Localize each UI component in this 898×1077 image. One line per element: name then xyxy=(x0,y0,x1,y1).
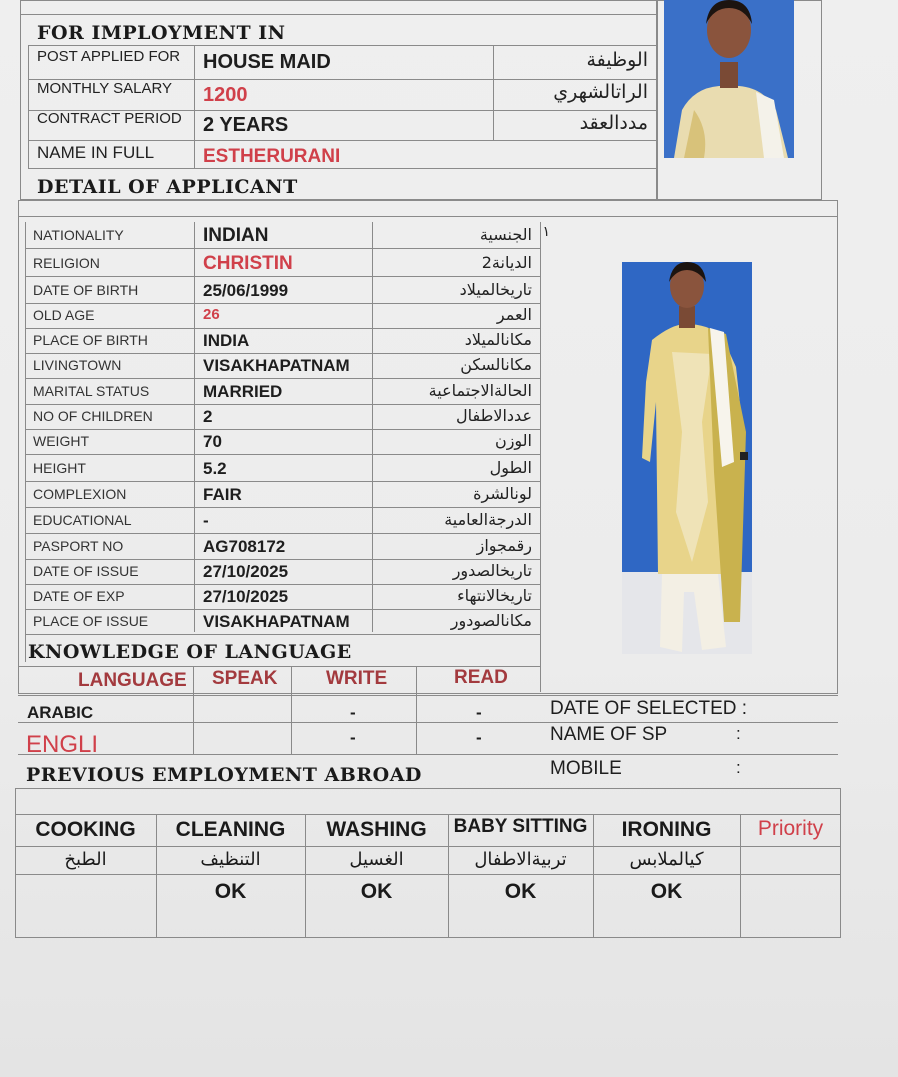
detail-arabic: مكانالسكن xyxy=(460,355,532,374)
detail-label: PASPORT NO xyxy=(33,538,124,554)
date-selected-label: DATE OF SELECTED : xyxy=(550,698,748,719)
full-body-photo xyxy=(622,262,752,654)
detail-value: 70 xyxy=(203,432,222,451)
detail-label: OLD AGE xyxy=(33,307,95,323)
detail-value: 25/06/1999 xyxy=(203,281,289,300)
detail-label: COMPLEXION xyxy=(33,486,127,502)
detail-arabic: الجنسية xyxy=(479,225,532,244)
detail-value: 27/10/2025 xyxy=(203,587,289,606)
applicant-title: DETAIL OF APPLICANT xyxy=(37,176,298,198)
employment-title: FOR IMPLOYMENT IN xyxy=(37,22,286,44)
detail-value: MARRIED xyxy=(203,382,283,401)
detail-label: DATE OF BIRTH xyxy=(33,282,139,298)
skill-arabic: كيالملابس xyxy=(629,849,704,870)
detail-arabic: الدرجةالعامية xyxy=(444,510,532,529)
read-column-header: READ xyxy=(454,667,508,688)
detail-arabic: عددالاطفال xyxy=(456,406,532,425)
contract-period-value: 2 YEARS xyxy=(203,114,289,136)
detail-arabic: الحالةالاجتماعية xyxy=(428,381,532,400)
english-write: - xyxy=(350,728,356,747)
detail-arabic: لونالشرة xyxy=(473,484,532,503)
skill-value: OK xyxy=(504,880,537,903)
detail-arabic: تاريخالصدور xyxy=(452,561,532,580)
monthly-salary-value: 1200 xyxy=(203,84,248,106)
language-arabic: ARABIC xyxy=(27,703,94,722)
detail-arabic: تاريخالانتهاء xyxy=(457,586,532,605)
skill-name: WASHING xyxy=(326,818,427,841)
monthly-salary-arabic: الراتالشهري xyxy=(553,81,648,103)
detail-label: PLACE OF ISSUE xyxy=(33,613,149,629)
post-applied-arabic: الوظيفة xyxy=(586,49,648,71)
detail-arabic: مكانالميلاد xyxy=(464,330,532,349)
speak-column-header: SPEAK xyxy=(212,668,278,689)
detail-arabic: الطول xyxy=(489,458,532,477)
detail-arabic: الوزن xyxy=(494,431,532,450)
detail-label: NATIONALITY xyxy=(33,227,124,243)
detail-value: - xyxy=(203,511,209,530)
contract-period-arabic: مددالعقد xyxy=(579,112,648,134)
detail-label: WEIGHT xyxy=(33,433,89,449)
skill-arabic: الغسيل xyxy=(349,849,404,870)
detail-arabic: الديانة2 xyxy=(481,253,532,272)
detail-arabic: رقمجواز xyxy=(476,536,532,555)
detail-value: 2 xyxy=(203,407,213,426)
skill-name: CLEANING xyxy=(175,818,286,841)
monthly-salary-label: MONTHLY SALARY xyxy=(37,80,173,97)
contract-period-label: CONTRACT PERIOD xyxy=(37,110,182,127)
arabic-read: - xyxy=(476,703,482,722)
post-applied-label: POST APPLIED FOR xyxy=(37,48,181,65)
detail-value: 27/10/2025 xyxy=(203,562,289,581)
detail-value: INDIA xyxy=(203,331,250,350)
detail-arabic: العمر xyxy=(496,305,532,324)
detail-label: HEIGHT xyxy=(33,460,86,476)
passport-photo xyxy=(664,0,794,158)
skill-name: COOKING xyxy=(35,818,136,841)
detail-value: FAIR xyxy=(203,485,242,504)
detail-label: EDUCATIONAL xyxy=(33,512,132,528)
sponsor-colon: : xyxy=(736,724,741,743)
detail-value: AG708172 xyxy=(203,537,286,556)
detail-arabic: مكانالصودور xyxy=(450,611,532,630)
language-english: ENGLI xyxy=(26,731,99,758)
arabic-write: - xyxy=(350,703,356,722)
detail-label: NO OF CHILDREN xyxy=(33,408,153,424)
detail-label: LIVINGTOWN xyxy=(33,357,122,373)
mobile-colon: : xyxy=(736,758,741,777)
skill-value: OK xyxy=(360,880,393,903)
detail-label: MARITAL STATUS xyxy=(33,383,150,399)
detail-label: DATE OF ISSUE xyxy=(33,563,139,579)
detail-value: VISAKHAPATNAM xyxy=(203,612,350,631)
language-column-header: LANGUAGE xyxy=(78,670,187,691)
document-page: FOR IMPLOYMENT IN POST APPLIED FOR HOUSE MAID الوظيفة MONTHLY SALARY 1200 الراتالشهري CONTRACT PERIOD 2 YEARS مددالعقد NAME IN FULL ESTHERURANI DETAIL OF APPLICANT ١ NATIONALITY INDIAN الجنسية RELIGION CHRISTIN الديانة2 DATE OF BIRTH 25/06/1999 تاريخالميلاد OLD AGE 26 العمر PLACE OF BIRTH INDIA مكانالميلاد LIVINGTOWN VISAKHAPATNAM مكانالسكن MARITAL STATUS MARRIED الحالةالاجتماعية NO OF CHILDREN 2 عددالاطفال WEIGHT 70 الوزن HEIGHT 5.2 الطول COMPLEXION FAIR لونالشرة EDUCATIONAL - الدرجةالعامية PASPORT NO AG708172 رقمجواز DATE OF ISSUE 27/10/2025 تاريخالصدور DATE OF EXP 27/10/2025 تاريخالانتهاء PLACE OF ISSUE VISAKHAPATNAM مكانالصودور KNOWLEDGE OF LANGUAGE LANGUAGE SPEAK WRITE READ ARABIC - - ENGLI - - DATE OF SELECTED : NAME OF SP : MOBILE : PREVIOUS EMPLOYMENT ABROAD COOKING الطبخ CLEANING التنظيف OK WASHING الغسيل OK BABY SITTING تربيةالاطفال OK IRONING كيالملابس OK Priority xyxy=(0,0,898,1077)
full-name-label: NAME IN FULL xyxy=(37,143,155,162)
detail-label: DATE OF EXP xyxy=(33,588,125,604)
detail-value: 5.2 xyxy=(203,459,227,478)
mobile-label: MOBILE xyxy=(550,758,622,779)
previous-employment-title: PREVIOUS EMPLOYMENT ABROAD xyxy=(26,764,422,786)
skill-value: OK xyxy=(650,880,683,903)
write-column-header: WRITE xyxy=(326,668,388,689)
skill-arabic: الطبخ xyxy=(64,849,107,870)
detail-value: CHRISTIN xyxy=(203,253,293,274)
detail-arabic: تاريخالميلاد xyxy=(459,280,532,299)
detail-label: PLACE OF BIRTH xyxy=(33,332,148,348)
skill-name: IRONING xyxy=(621,818,712,841)
detail-value: INDIAN xyxy=(203,225,269,246)
skill-name: BABY SITTING xyxy=(453,816,588,837)
sponsor-name-label: NAME OF SP xyxy=(550,724,668,745)
detail-value: VISAKHAPATNAM xyxy=(203,356,350,375)
skill-arabic: تربيةالاطفال xyxy=(474,849,567,870)
detail-label: RELIGION xyxy=(33,255,100,271)
skill-name: Priority xyxy=(757,817,824,840)
skill-value: OK xyxy=(214,880,247,903)
english-read: - xyxy=(476,728,482,747)
detail-value: 26 xyxy=(203,306,220,323)
language-title: KNOWLEDGE OF LANGUAGE xyxy=(28,641,352,663)
post-applied-value: HOUSE MAID xyxy=(203,51,331,73)
full-name-value: ESTHERURANI xyxy=(203,146,341,167)
skill-arabic: التنظيف xyxy=(200,849,261,870)
